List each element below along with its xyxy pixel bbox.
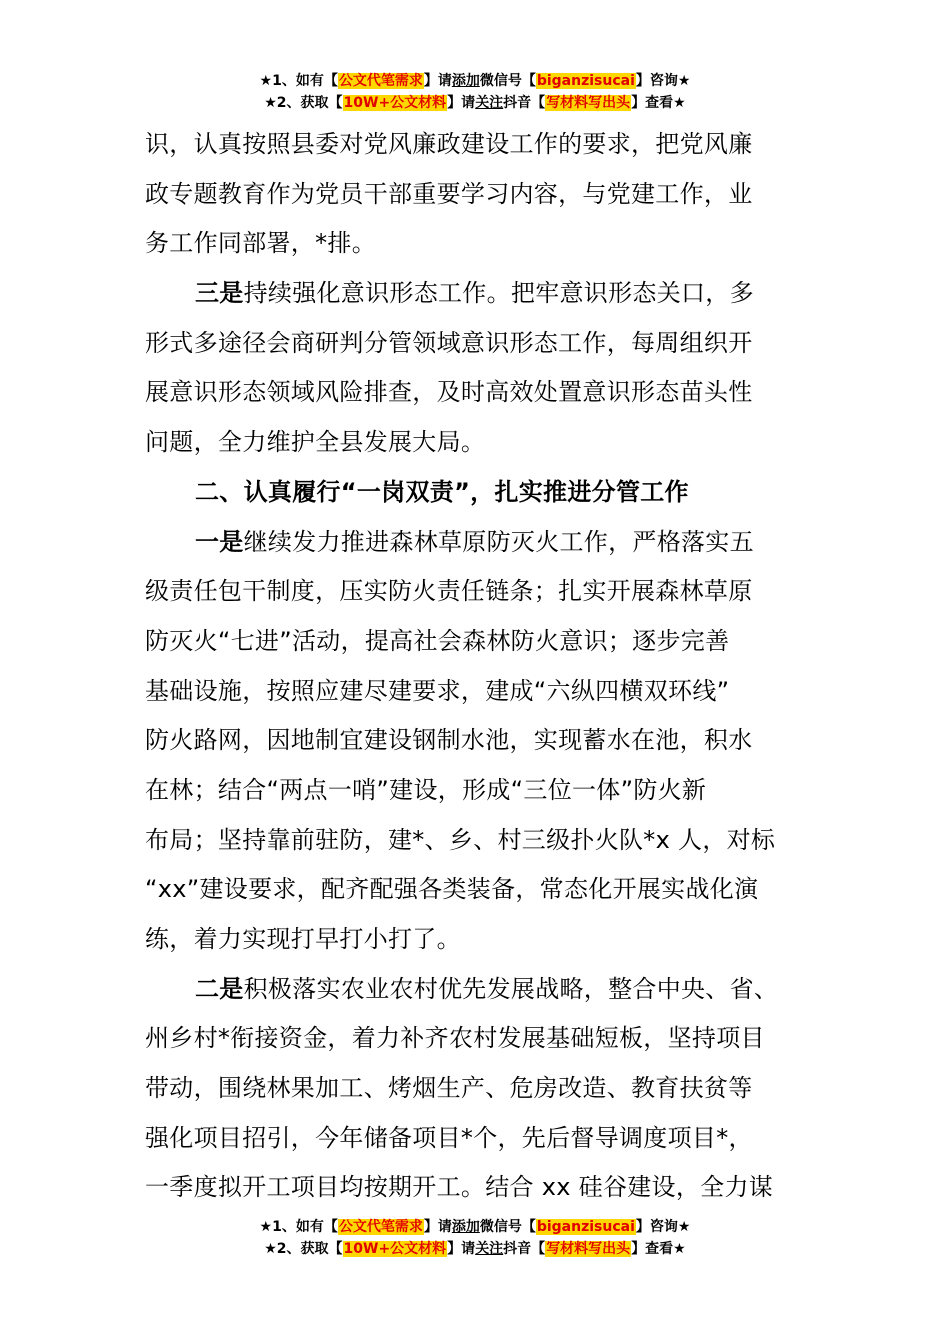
banner-line-1: ★1、如有【公文代笔需求】请添加微信号【biganzisucai】咨询★ bbox=[259, 1219, 691, 1235]
text-line: 防火路网，因地制宜建设钢制水池，实现蓄水在池，积水 bbox=[145, 726, 753, 755]
highlight-service: 公文代笔需求 bbox=[338, 73, 423, 89]
text-line: 形式多途径会商研判分管领域意识形态工作，每周组织开 bbox=[145, 328, 753, 357]
text-line: 州乡村*衔接资金，着力补齐农村发展基础短板，坚持项目 bbox=[145, 1024, 765, 1053]
highlight-wechat-id: biganzisucai bbox=[536, 1219, 635, 1235]
text-line: 防灭火“七进”活动，提高社会森林防火意识；逐步完善 bbox=[145, 626, 730, 655]
paragraph-two-first-line: 二是积极落实农业农村优先发展战略，整合中央、省、 bbox=[195, 974, 779, 1003]
text-line: 级责任包干制度，压实防火责任链条；扎实开展森林草原 bbox=[145, 577, 753, 606]
highlight-service: 公文代笔需求 bbox=[338, 1219, 423, 1235]
paragraph-one-first-line: 一是继续发力推进森林草原防灭火工作，严格落实五 bbox=[195, 527, 754, 556]
text-line: 在林；结合“两点一哨”建设，形成“三位一体”防火新 bbox=[145, 775, 707, 804]
highlight-wechat-id: biganzisucai bbox=[536, 73, 635, 89]
text-line: 务工作同部署，*排。 bbox=[145, 229, 376, 258]
text-line: 问题，全力维护全县发展大局。 bbox=[145, 428, 486, 457]
paragraph-lead: 一是 bbox=[195, 527, 244, 556]
highlight-materials: 10W+公文材料 bbox=[343, 95, 447, 111]
footer-banner bbox=[0, 1216, 950, 1260]
text-line: 基础设施，按照应建尽建要求，建成“六纵四横双环线” bbox=[145, 676, 730, 705]
text-line: 带动，围绕林果加工、烤烟生产、危房改造、教育扶贫等 bbox=[145, 1074, 753, 1103]
text-line: 布局；坚持靠前驻防，建*、乡、村三级扑火队*x 人，对标 bbox=[145, 825, 776, 854]
paragraph-lead: 二是 bbox=[195, 974, 244, 1003]
text-line: 展意识形态领域风险排查，及时高效处置意识形态苗头性 bbox=[145, 378, 753, 407]
text-line: “xx”建设要求，配齐配强各类装备，常态化开展实战化演 bbox=[145, 875, 759, 904]
highlight-materials: 10W+公文材料 bbox=[343, 1241, 447, 1257]
paragraph-three-first-line: 三是持续强化意识形态工作。把牢意识形态关口，多 bbox=[195, 279, 754, 308]
header-banner bbox=[0, 70, 950, 114]
document-body bbox=[145, 120, 805, 1213]
banner-line-1: ★1、如有【公文代笔需求】请添加微信号【biganzisucai】咨询★ bbox=[259, 73, 691, 89]
section-heading: 二、认真履行“一岗双责”，扎实推进分管工作 bbox=[195, 477, 689, 506]
text-line: 识，认真按照县委对党风廉政建设工作的要求，把党风廉 bbox=[145, 130, 753, 158]
highlight-douyin-id: 写材料写出头 bbox=[546, 95, 631, 111]
highlight-douyin-id: 写材料写出头 bbox=[546, 1241, 631, 1257]
text-line: 练，着力实现打早打小打了。 bbox=[145, 925, 461, 953]
text-line: 一季度拟开工项目均按期开工。结合 xx 硅谷建设，全力谋 bbox=[145, 1173, 774, 1202]
banner-line-2: ★2、获取【10W+公文材料】请关注抖音【写材料写出头】查看★ bbox=[264, 1241, 686, 1257]
paragraph-lead: 三是 bbox=[195, 279, 244, 308]
text-line: 政专题教育作为党员干部重要学习内容，与党建工作，业 bbox=[145, 179, 753, 208]
text-line: 强化项目招引，今年储备项目*个，先后督导调度项目*， bbox=[145, 1123, 753, 1152]
banner-line-2: ★2、获取【10W+公文材料】请关注抖音【写材料写出头】查看★ bbox=[264, 95, 686, 111]
